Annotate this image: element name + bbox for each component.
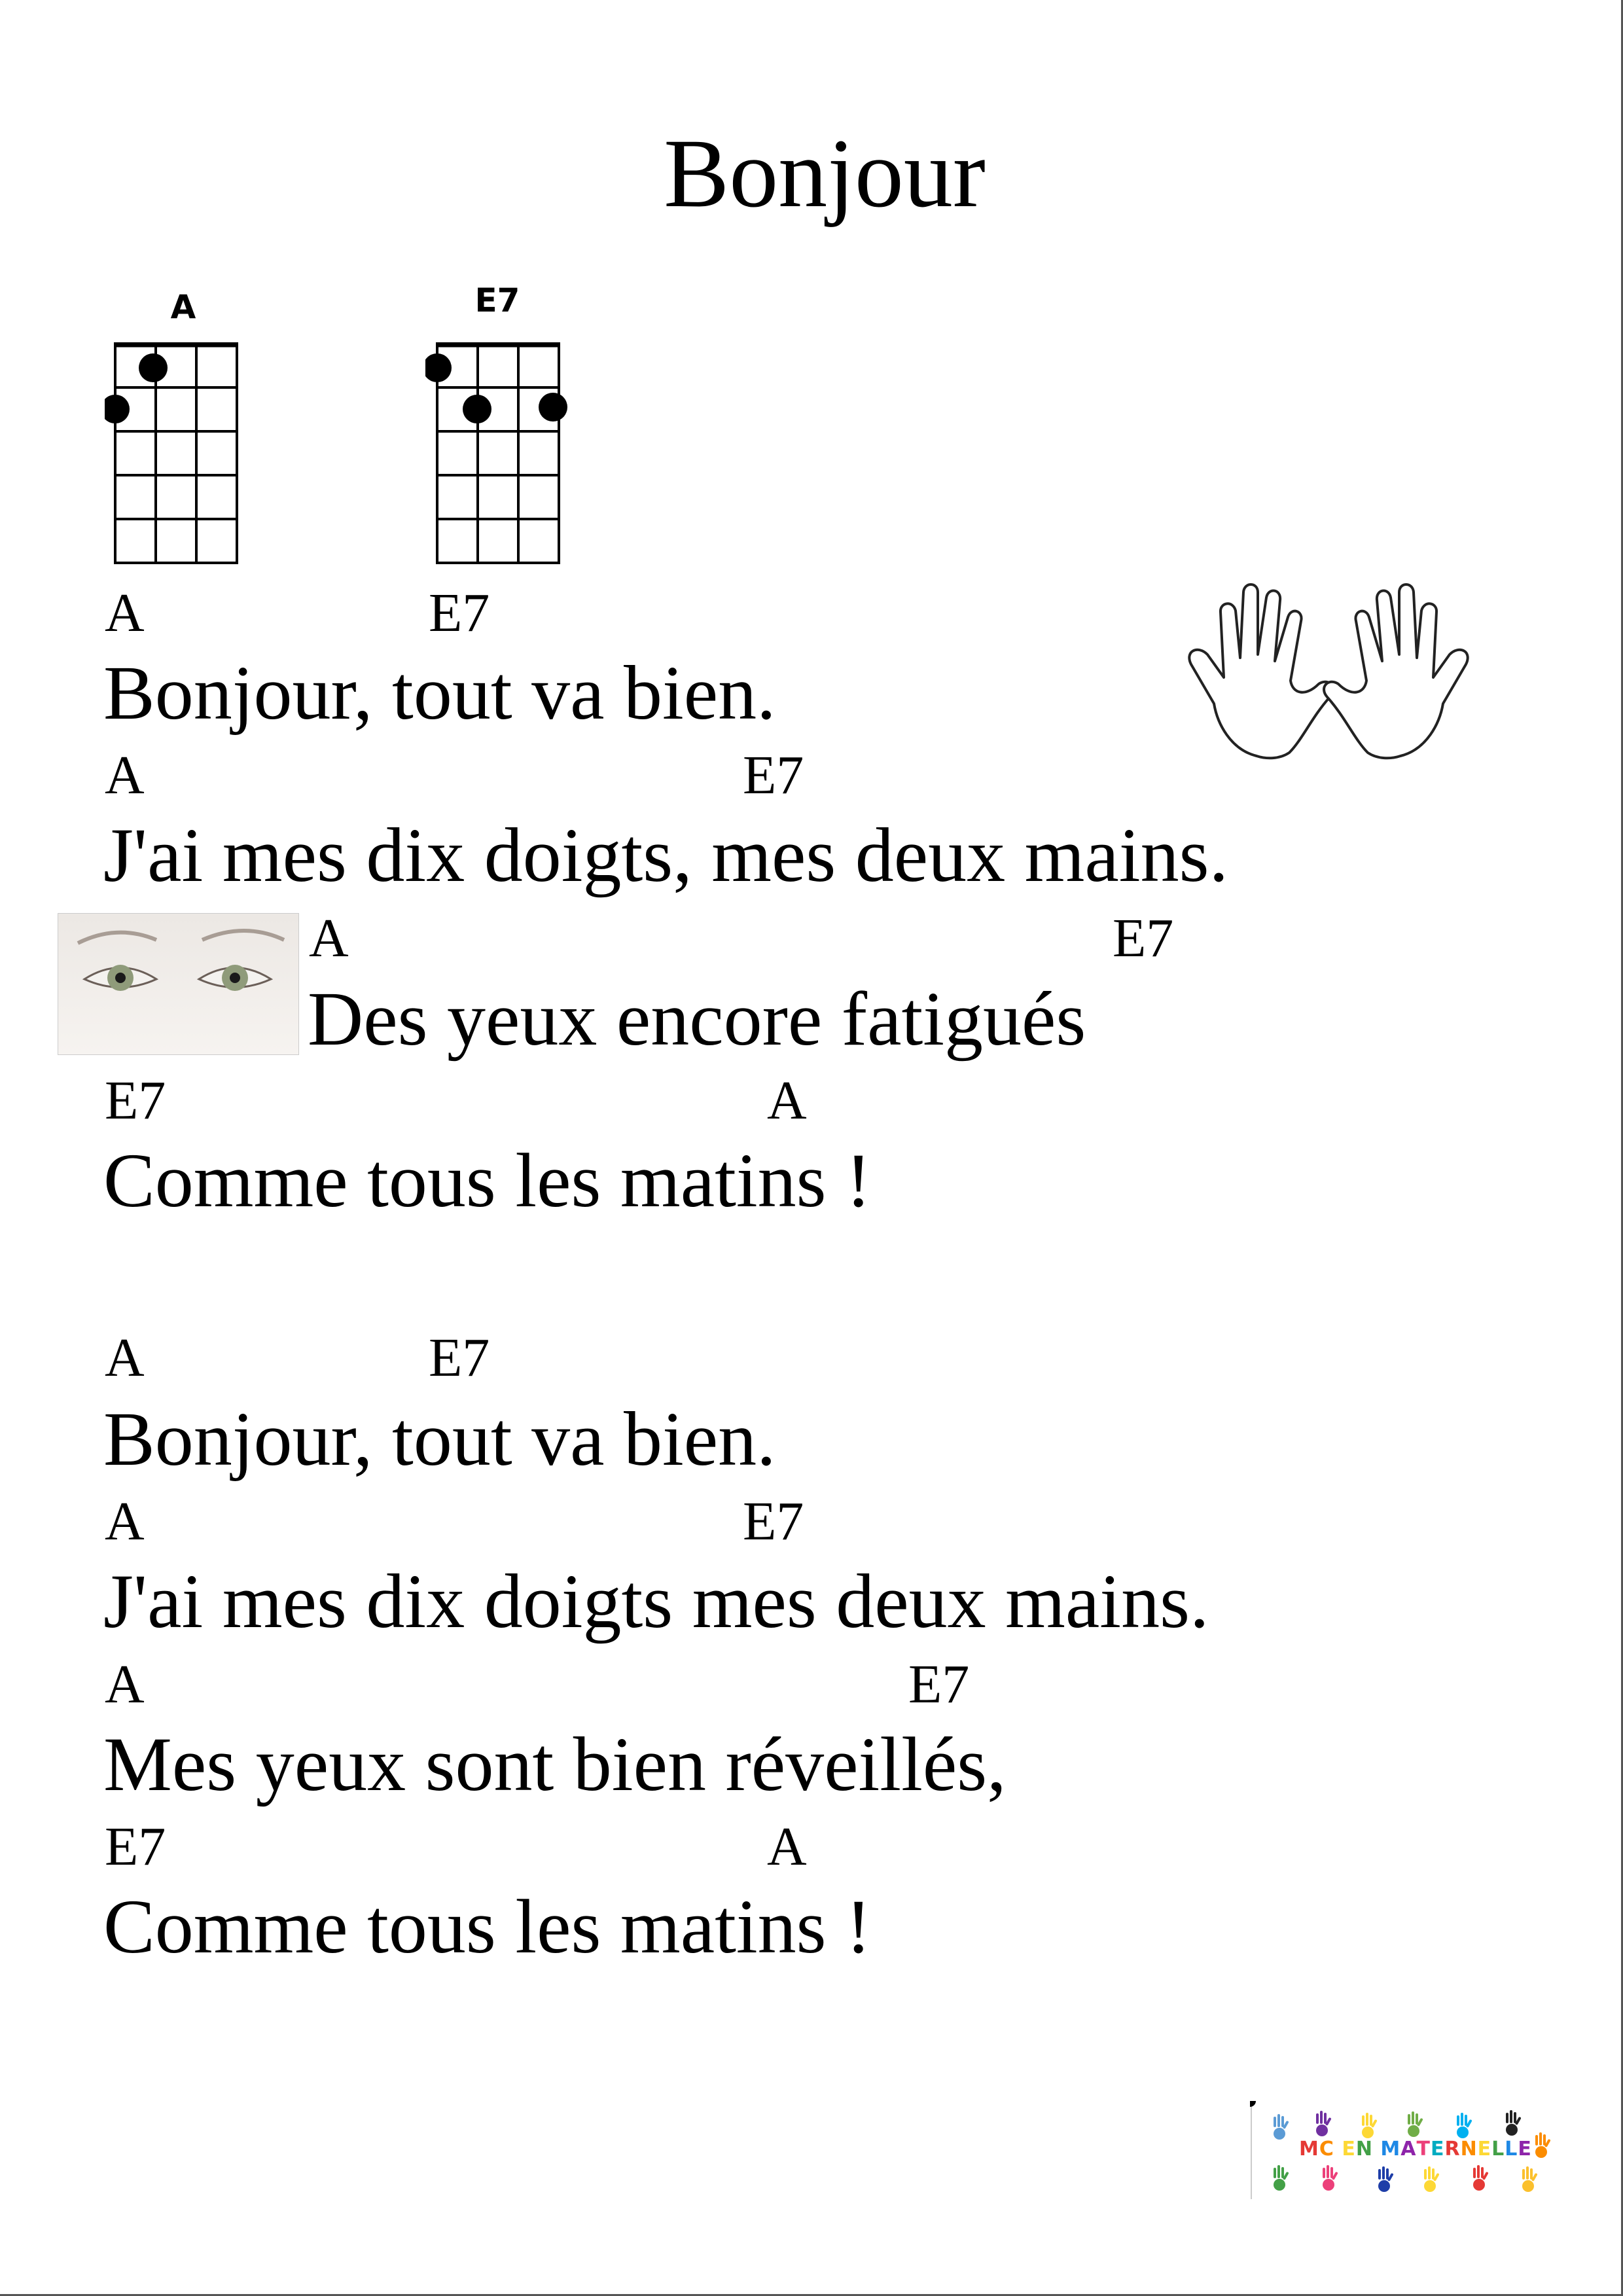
chord-label: E7: [743, 1491, 804, 1552]
chord-diagram-e7: [425, 275, 576, 569]
chord-label: E7: [105, 1816, 166, 1877]
chord-label: E7: [908, 1654, 970, 1715]
chord-diagram-a: [105, 281, 249, 569]
chord-label: A: [309, 908, 349, 969]
chord-diagram-name: E7: [474, 281, 520, 319]
logo-label: MC EN MATERNELLE: [1299, 2138, 1532, 2161]
chord-diagram-name: A: [170, 288, 196, 326]
chord-label: A: [105, 745, 145, 806]
hands-icon: [1178, 573, 1518, 762]
chord-label: A: [105, 1491, 145, 1552]
chord-grid-icon: [105, 281, 249, 569]
chord-grid-icon: [425, 275, 576, 569]
chord-label: A: [767, 1816, 807, 1877]
lyric-line: Des yeux encore fatigués: [308, 976, 1086, 1062]
chord-label: E7: [1113, 908, 1174, 969]
lyric-line: Bonjour, tout va bien.: [103, 1396, 776, 1482]
lyric-line: Comme tous les matins !: [103, 1884, 872, 1969]
chord-label: E7: [105, 1070, 166, 1131]
chord-label: E7: [429, 1327, 490, 1388]
lyric-line: Mes yeux sont bien réveillés,: [103, 1721, 1007, 1807]
lyric-line: J'ai mes dix doigts mes deux mains.: [103, 1558, 1209, 1644]
chord-label: A: [105, 1327, 145, 1388]
chord-label: E7: [743, 745, 804, 806]
chord-label: A: [105, 1654, 145, 1715]
lyric-line: J'ai mes dix doigts, mes deux mains.: [103, 812, 1229, 898]
song-title: Bonjour: [664, 119, 986, 228]
logo-text: [1299, 2138, 1532, 2161]
chord-label: E7: [429, 583, 490, 643]
eyes-icon: [58, 913, 299, 1055]
chord-label: A: [105, 583, 145, 643]
lyric-line: Comme tous les matins !: [103, 1138, 872, 1223]
lyric-line: Bonjour, tout va bien.: [103, 650, 776, 736]
chord-label: A: [767, 1070, 807, 1131]
